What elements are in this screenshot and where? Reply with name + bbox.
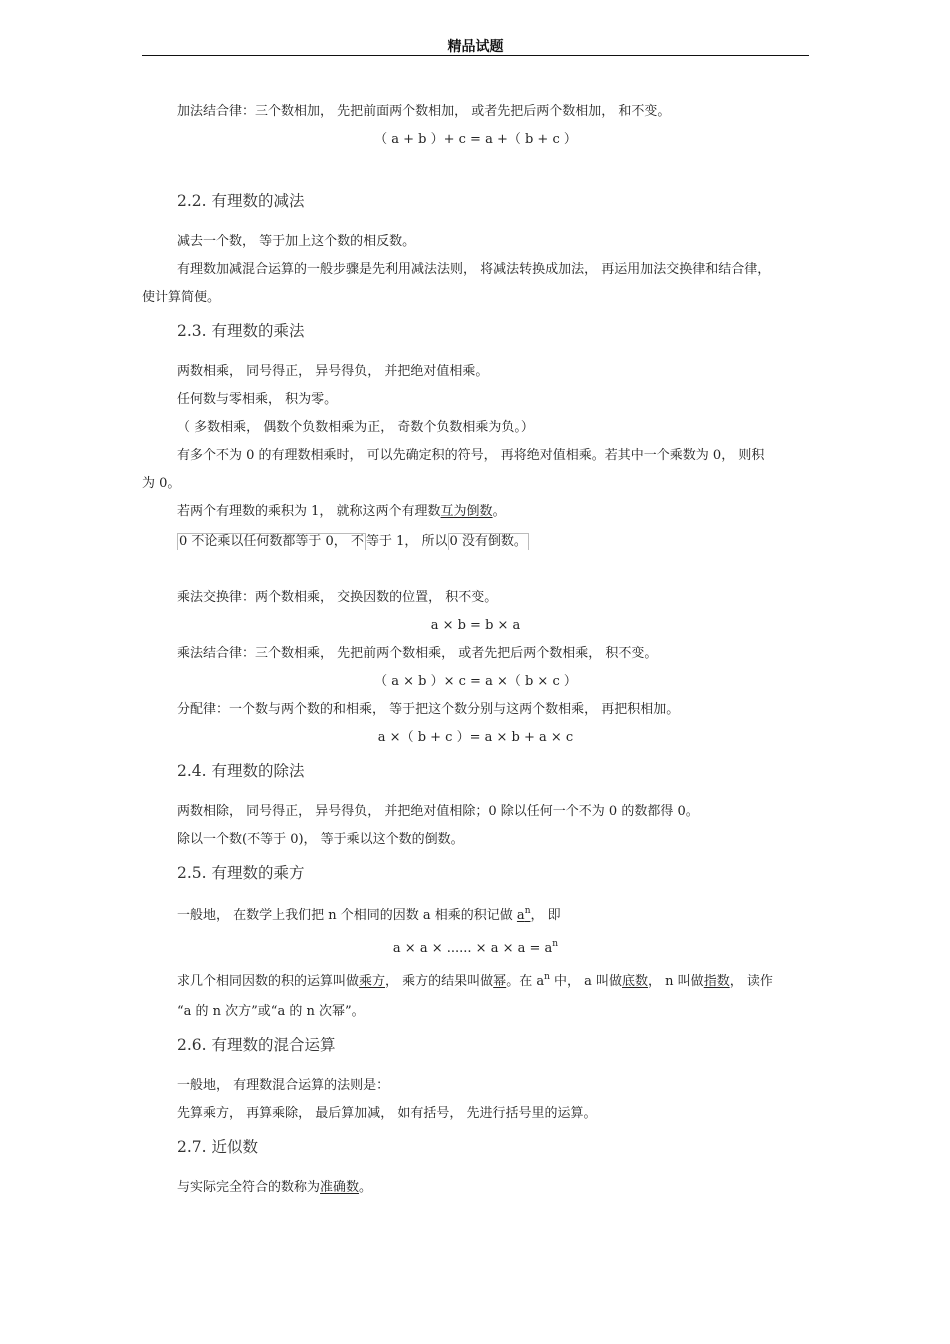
- heading-2-7: 2.7. 近似数: [177, 1138, 259, 1156]
- power-intro-exponent: n: [524, 906, 531, 916]
- term-exact-number: 准确数: [320, 1180, 360, 1195]
- mul-many-line-1: 有多个不为 0 的有理数相乘时， 可以先确定积的符号， 再将绝对值相乘。若其中一个乘数为 0， 则积: [177, 448, 765, 463]
- power-formula: [142, 941, 809, 957]
- mul-multi: （ 多数相乘， 偶数个负数相乘为正， 奇数个负数相乘为负。）: [177, 420, 534, 435]
- power-def-text-d: 中， a 叫做: [549, 974, 623, 989]
- heading-2-6: 2.6. 有理数的混合运算: [177, 1036, 336, 1054]
- term-power-operation: 乘方: [359, 974, 386, 989]
- heading-2-4: 2.4. 有理数的除法: [177, 762, 305, 780]
- power-def-text-a: 求几个相同因数的积的运算叫做: [177, 974, 360, 989]
- heading-2-5: 2.5. 有理数的乘方: [177, 864, 305, 882]
- mixed-rule: 先算乘方， 再算乘除， 最后算加减， 如有括号， 先进行括号里的运算。: [177, 1106, 597, 1121]
- div-rule: 两数相除， 同号得正， 异号得负， 并把绝对值相除；0 除以任何一个不为 0 的数都得 0。: [177, 804, 699, 819]
- power-definition-line: [177, 974, 773, 990]
- distributive-law: 分配律：一个数与两个数的和相乘， 等于把这个数分别与这两个数相乘， 再把积相加。: [177, 702, 680, 717]
- reciprocal-line: [177, 504, 506, 520]
- add-assoc-formula: （ a + b ）+ c = a +（ b + c ）: [374, 132, 577, 147]
- mixed-intro: 一般地， 有理数混合运算的法则是：: [177, 1078, 390, 1093]
- power-formula-text: a × a × ...... × a × a = a: [392, 941, 553, 956]
- term-power-result: 幂: [493, 974, 507, 989]
- approx-text-b: 。: [359, 1180, 373, 1195]
- power-formula-exponent: n: [552, 939, 559, 949]
- approx-line: [177, 1180, 372, 1196]
- term-base: 底数: [622, 974, 649, 989]
- power-def-text-b: ， 乘方的结果叫做: [385, 974, 494, 989]
- reciprocal-text-a: 若两个有理数的乘积为 1， 就称这两个有理数: [177, 504, 441, 519]
- zero-reciprocal-line: [177, 533, 529, 550]
- mul-associative: 乘法结合律：三个数相乘， 先把前两个数相乘， 或者先把后两个数相乘， 积不变。: [177, 646, 658, 661]
- term-exponent: 指数: [703, 974, 730, 989]
- power-intro-line: [177, 908, 561, 924]
- power-intro-text-a: 一般地， 在数学上我们把 n 个相同的因数 a 相乘的积记做: [177, 908, 517, 923]
- add-assoc-text: 加法结合律：三个数相加， 先把前面两个数相加， 或者先把后两个数相加， 和不变。: [177, 104, 671, 119]
- mul-rule: 两数相乘， 同号得正， 异号得负， 并把绝对值相乘。: [177, 364, 489, 379]
- power-intro-base: a: [516, 908, 525, 923]
- heading-2-3: 2.3. 有理数的乘法: [177, 322, 305, 340]
- power-intro-text-b: ， 即: [530, 908, 561, 923]
- zero-text-c: 0 没有倒数。: [449, 534, 527, 549]
- power-intro-notation: [517, 908, 531, 923]
- distributive-formula: a ×（ b + c ）= a × b + a × c: [377, 730, 574, 745]
- power-def-text-c: 。在 a: [506, 974, 545, 989]
- mul-commutative-formula: a × b = b × a: [430, 618, 521, 633]
- sub-mixed-line-1: 有理数加减混合运算的一般步骤是先利用减法法则， 将减法转换成加法， 再运用加法交换律和结合律，: [177, 262, 771, 277]
- header-rule: [142, 55, 809, 56]
- mul-commutative: 乘法交换律：两个数相乘， 交换因数的位置， 积不变。: [177, 590, 498, 605]
- reciprocal-text-b: 。: [492, 504, 506, 519]
- power-def-exponent: n: [544, 972, 550, 982]
- sub-definition: 减去一个数， 等于加上这个数的相反数。: [177, 234, 416, 249]
- mul-many-line-2: 为 0。: [142, 476, 181, 491]
- power-reading: “a 的 n 次方”或“a 的 n 次幂”。: [177, 1004, 365, 1019]
- power-def-text-f: ， 读作: [729, 974, 773, 989]
- power-def-text-e: ， n 叫做: [648, 974, 704, 989]
- page-header-title: 精品试题: [447, 39, 504, 55]
- approx-text-a: 与实际完全符合的数称为: [177, 1180, 321, 1195]
- reciprocal-term: 互为倒数: [440, 504, 493, 519]
- mul-associative-formula: （ a × b ）× c = a ×（ b × c ）: [374, 674, 577, 689]
- mul-zero: 任何数与零相乘， 积为零。: [177, 392, 338, 407]
- zero-text-b: 等于 1， 所以: [365, 534, 448, 549]
- heading-2-2: 2.2. 有理数的减法: [177, 192, 305, 210]
- div-reciprocal: 除以一个数(不等于 0)， 等于乘以这个数的倒数。: [177, 832, 464, 847]
- zero-text-a: 0 不论乘以任何数都等于 0， 不: [179, 534, 364, 549]
- sub-mixed-line-2: 使计算简便。: [142, 290, 221, 305]
